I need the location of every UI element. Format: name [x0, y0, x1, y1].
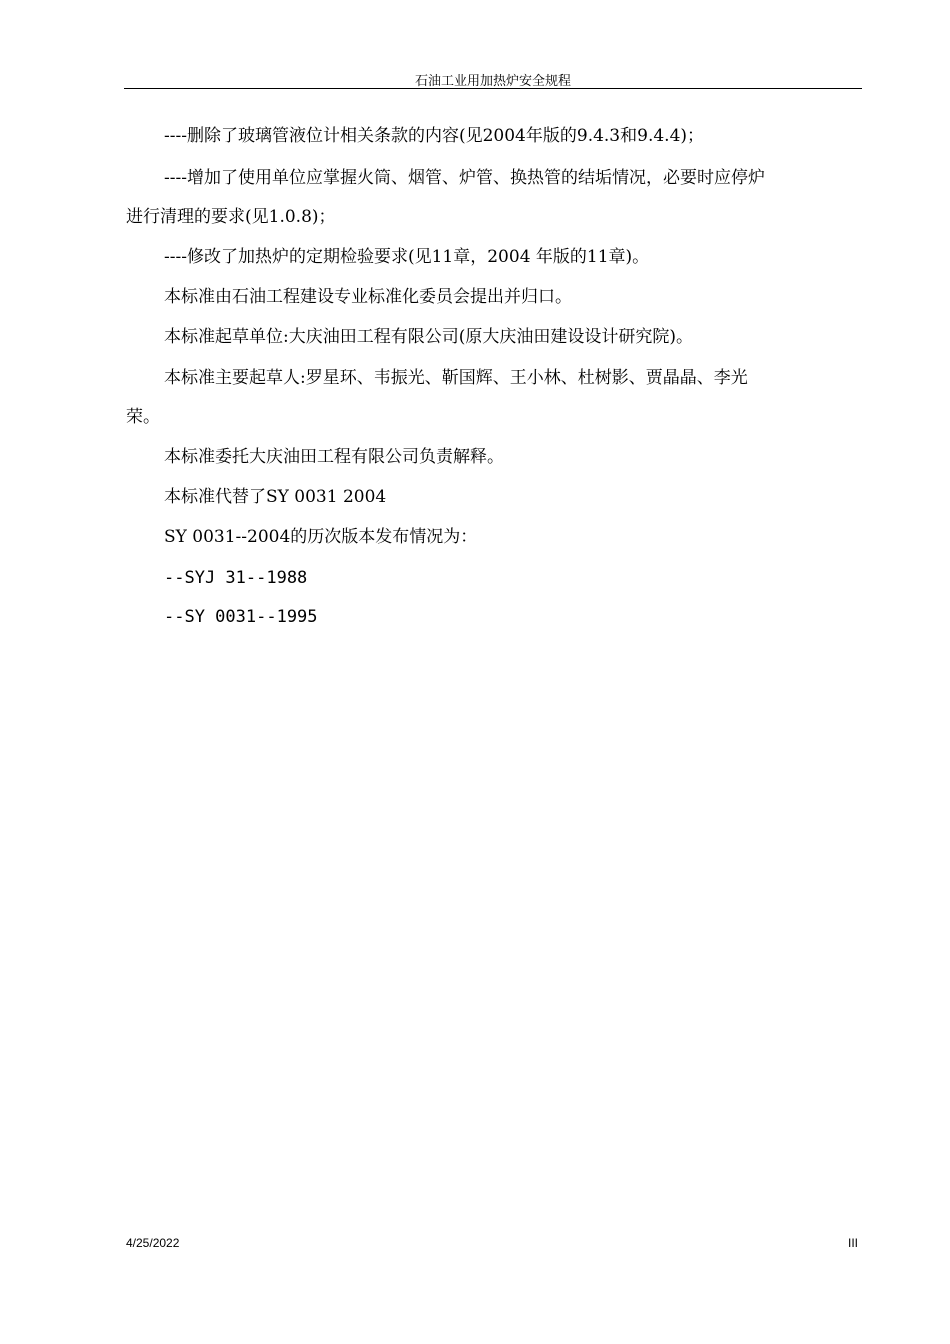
body-line-replaces: 本标准代替了SY 0031 2004	[164, 487, 387, 507]
footer-page-number: III	[847, 1236, 858, 1250]
footer-date: 4/25/2022	[126, 1236, 180, 1250]
body-line-history-intro: SY 0031--2004的历次版本发布情况为：	[164, 527, 478, 547]
body-line-addition-cont: 进行清理的要求(见1.0.8)；	[126, 207, 336, 227]
body-line-modification: ----修改了加热炉的定期检验要求(见11章，2004 年版的11章)。	[164, 247, 650, 267]
body-line-proposer: 本标准由石油工程建设专业标准化委员会提出并归口。	[164, 287, 572, 307]
body-line-drafters: 本标准主要起草人:罗星环、韦振光、靳国辉、王小林、杜树影、贾晶晶、李光	[164, 368, 748, 388]
body-line-history-1995: --SY 0031--1995	[164, 607, 318, 627]
body-line-deletion: ----删除了玻璃管液位计相关条款的内容(见2004年版的9.4.3和9.4.4)；	[164, 126, 705, 146]
body-line-interpretation: 本标准委托大庆油田工程有限公司负责解释。	[164, 447, 504, 467]
header-title: 石油工业用加热炉安全规程	[414, 74, 571, 89]
body-line-history-1988: --SYJ 31--1988	[164, 568, 308, 588]
body-line-drafting-unit: 本标准起草单位:大庆油田工程有限公司(原大庆油田建设设计研究院)。	[164, 327, 693, 347]
body-line-drafters-cont: 荣。	[126, 407, 160, 427]
page-header	[124, 70, 862, 89]
body-line-addition: ----增加了使用单位应掌握火筒、烟管、炉管、换热管的结垢情况，必要时应停炉	[164, 168, 765, 188]
